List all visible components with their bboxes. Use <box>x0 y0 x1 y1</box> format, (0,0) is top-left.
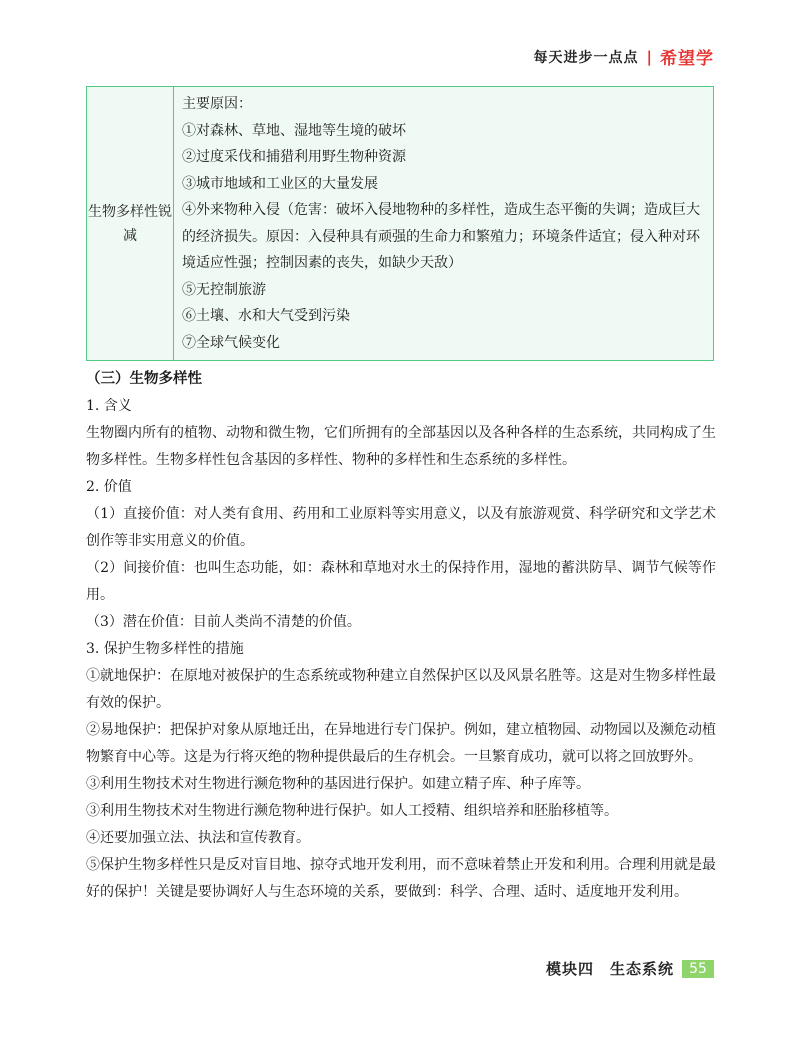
causes-line: ③城市地域和工业区的大量发展 <box>182 175 378 192</box>
header-slogan: 每天进步一点点 <box>533 49 639 66</box>
causes-line: ②过度采伐和捕猎利用野生物种资源 <box>182 149 406 165</box>
causes-line: ⑥土壤、水和大气受到污染 <box>182 308 350 324</box>
section-title: （三）生物多样性 <box>86 371 202 387</box>
paragraph: ②易地保护：把保护对象从原地迁出，在异地进行专门保护。例如，建立植物园、动物园以及濒危动植物繁育中心等。这是为行将灭绝的物种提供最后的生存机会。一旦繁育成功，就可以将之回放野外。 <box>86 722 716 765</box>
main-content <box>86 366 716 906</box>
paragraph: 生物圈内所有的植物、动物和微生物，它们所拥有的全部基因以及各种各样的生态系统，共同构成了生物多样性。生物多样性包含基因的多样性、物种的多样性和生态系统的多样性。 <box>86 425 716 468</box>
causes-line: ⑤无控制旅游 <box>182 281 266 298</box>
causes-cell <box>174 87 714 361</box>
category-cell: 生物多样性锐减 <box>87 87 174 361</box>
header-separator: | <box>646 47 652 66</box>
paragraph: 2. 价值 <box>86 479 132 495</box>
brand-logo: 希望学 <box>660 49 714 69</box>
paragraph: 1. 含义 <box>86 398 132 414</box>
paragraph: ④还要加强立法、执法和宣传教育。 <box>86 830 310 846</box>
paragraph: （3）潜在价值：目前人类尚不清楚的价值。 <box>86 614 361 630</box>
page-number: 55 <box>682 960 714 978</box>
paragraph: （1）直接价值：对人类有食用、药用和工业原料等实用意义，以及有旅游观赏、科学研究和文学艺术创作等非实用意义的价值。 <box>86 506 716 549</box>
page-footer <box>546 958 714 979</box>
table-row <box>87 87 714 361</box>
paragraph: ①就地保护：在原地对被保护的生态系统或物种建立自然保护区以及风景名胜等。这是对生物多样性最有效的保护。 <box>86 668 716 711</box>
causes-line: 主要原因： <box>182 96 252 112</box>
module-title: 模块四 生态系统 <box>545 960 674 978</box>
page-header <box>534 44 714 69</box>
paragraph: 3. 保护生物多样性的措施 <box>86 641 244 657</box>
paragraph: （2）间接价值：也叫生态功能，如：森林和草地对水土的保持作用，湿地的蓄洪防旱、调节气候等作用。 <box>86 560 716 603</box>
paragraph: ③利用生物技术对生物进行濒危物种的基因进行保护。如建立精子库、种子库等。 <box>86 776 590 792</box>
causes-line: ⑦全球气候变化 <box>182 334 280 351</box>
causes-line: ①对森林、草地、湿地等生境的破坏 <box>182 122 406 139</box>
paragraph: ⑤保护生物多样性只是反对盲目地、掠夺式地开发利用，而不意味着禁止开发和利用。合理利用就是最好的保护！关键是要协调好人与生态环境的关系，要做到：科学、合理、适时、适度地开发利用。 <box>86 857 716 900</box>
causes-line: ④外来物种入侵（危害：破坏入侵地物种的多样性，造成生态平衡的失调；造成巨大的经济损失。原因：入侵种具有顽强的生命力和繁殖力；环境条件适宜；侵入种对环境适应性强；控制因素的丧失，如缺少天敌） <box>182 202 700 271</box>
causes-table <box>86 86 714 361</box>
paragraph: ③利用生物技术对生物进行濒危物种进行保护。如人工授精、组织培养和胚胎移植等。 <box>86 803 618 819</box>
